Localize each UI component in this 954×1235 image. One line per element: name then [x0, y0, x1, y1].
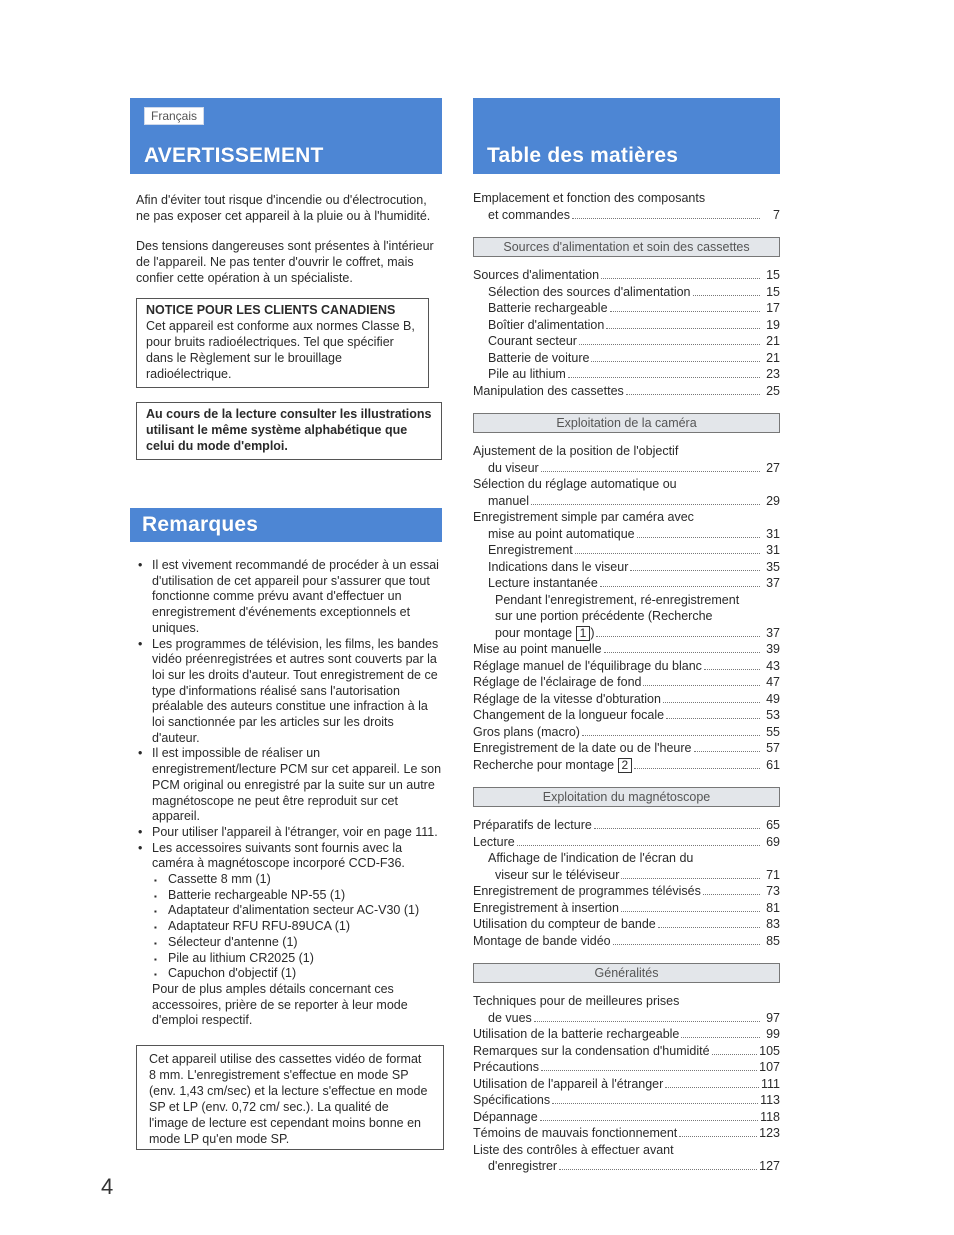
toc-entry-text: Enregistrement [488, 543, 573, 557]
toc-entry-text: Témoins de mauvais fonctionnement [473, 1126, 678, 1140]
alphabetic-system-notice: Au cours de la lecture consulter les illustrations utilisant le même système alphabétique que celui du mode d'emploi. [136, 402, 442, 460]
toc-entry-text: Réglage de la vitesse d'obturation [473, 691, 661, 706]
toc-entry [473, 526, 780, 543]
toc-entry-title [488, 559, 628, 576]
toc-entry-text: Indications dans le viseur [488, 559, 629, 574]
leader-dots [658, 927, 760, 928]
toc-entry-title [473, 724, 580, 741]
toc-page-number: 53 [766, 708, 780, 722]
toc-page-number: 19 [766, 317, 780, 332]
accessory-item: ▪ Adaptateur RFU RFU-89UCA (1) [154, 919, 442, 935]
toc-entry: sur une portion précédente (Recherche [495, 609, 713, 623]
toc-entry [473, 867, 780, 884]
toc-entry-title [473, 900, 619, 917]
toc-page-number: 107 [759, 1060, 780, 1074]
toc-entry [473, 817, 780, 834]
toc-entry [473, 300, 780, 317]
leader-dots [630, 570, 760, 571]
toc-entry-title [473, 757, 632, 774]
remarks-title: Remarques [142, 513, 259, 536]
accessories-intro: Les accessoires suivants sont fournis avec la caméra à magnétoscope incorporé CCD-F36. [152, 840, 405, 871]
toc-entry-text: Préparatifs de lecture [473, 818, 592, 832]
leader-dots [572, 218, 760, 219]
toc-entry-text: mise au point automatique [488, 526, 635, 541]
leader-dots [600, 586, 760, 587]
toc-entry-text: manuel [488, 493, 529, 508]
toc-entry-title [473, 1043, 710, 1060]
toc-entry-text: Batterie de voiture [488, 350, 590, 365]
toc-entry-text: Utilisation de l'appareil à l'étranger [473, 1076, 664, 1091]
toc-entry: Pendant l'enregistrement, ré-enregistrement [495, 592, 740, 607]
toc-entry-text: Utilisation de la batterie rechargeable [473, 1027, 680, 1041]
toc-entry [473, 707, 780, 724]
toc-entry: Ajustement de la position de l'objectif [473, 444, 679, 458]
toc-entry [473, 1125, 780, 1142]
accessory-item: ▪ Adaptateur d'alimentation secteur AC-V30 (1) [154, 903, 442, 919]
toc-page-number: 55 [766, 724, 780, 739]
toc-entry [473, 740, 780, 757]
leader-dots [637, 537, 760, 538]
toc-page-number: 35 [766, 559, 780, 574]
toc-entry [473, 366, 780, 383]
toc-entry-text: pour montage [495, 625, 573, 640]
toc-entry-text: Réglage manuel de l'équilibrage du blanc [473, 658, 702, 673]
toc-page-number: 105 [759, 1043, 780, 1058]
accessory-item: ▪ Batterie rechargeable NP-55 (1) [154, 888, 442, 904]
leader-dots [666, 718, 760, 719]
toc-entry-title [473, 1059, 539, 1076]
toc-entry-title [488, 460, 539, 477]
leader-dots [610, 311, 760, 312]
toc-section-header: Exploitation de la caméra [473, 413, 780, 433]
remarks-banner [130, 508, 442, 542]
toc-entry-text: Précautions [473, 1060, 540, 1074]
leader-dots [596, 636, 760, 637]
toc-entry-title [488, 207, 570, 224]
warning-title: AVERTISSEMENT [144, 144, 324, 167]
leader-dots [568, 377, 760, 378]
toc-entry-text: d'enregistrer [488, 1159, 558, 1173]
toc-page-number: 21 [766, 334, 780, 348]
list-item [138, 841, 442, 1029]
toc-page-number: 69 [766, 834, 780, 849]
toc-entry-text: de vues [488, 1010, 532, 1025]
toc-entry [473, 658, 780, 675]
toc-entry-text: Gros plans (macro) [473, 724, 580, 739]
toc-entry: Techniques pour de meilleures prises [473, 994, 680, 1008]
accessory-item: ▪ Cassette 8 mm (1) [154, 872, 442, 888]
toc-entry-text: Pile au lithium [488, 367, 566, 381]
toc-page-number: 97 [766, 1010, 780, 1025]
leader-dots [601, 278, 760, 279]
leader-dots [613, 944, 760, 945]
leader-dots [679, 1136, 757, 1137]
accessories-list [152, 872, 442, 982]
toc-entry-text: du viseur [488, 460, 539, 475]
toc-entry [473, 333, 780, 350]
toc-entry-title [488, 493, 529, 510]
toc-entry-text: Sélection des sources d'alimentation [488, 284, 691, 299]
toc-page-number: 37 [766, 625, 780, 640]
toc-page-number: 85 [766, 933, 780, 948]
notice-heading: NOTICE POUR LES CLIENTS CANADIENS [146, 303, 396, 317]
leader-dots [540, 1120, 758, 1121]
leader-dots [626, 394, 760, 395]
toc-entry-title [495, 867, 619, 884]
toc-entry [473, 625, 780, 642]
toc-entry [473, 493, 780, 510]
leader-dots [582, 735, 760, 736]
toc-entry-title [488, 300, 608, 317]
leader-dots [694, 751, 761, 752]
toc-entry [473, 1109, 780, 1126]
toc-page-number: 73 [766, 884, 780, 898]
leader-dots [665, 1087, 759, 1088]
toc-entry [473, 1026, 780, 1043]
toc-entry-text: et commandes [488, 207, 570, 222]
toc-entry [473, 575, 780, 592]
toc-page-number: 21 [766, 350, 780, 365]
toc-entry-title [473, 1125, 677, 1142]
toc-entry-title [473, 1109, 538, 1126]
toc-entry [473, 1010, 780, 1027]
list-item: • Il est vivement recommandé de procéder à un essai d'utilisation de cet appareil pour s'assurer que tout fonctionne comme prévu avant d'effectuer un enregistrement d'événements exceptionnels et uniques. [138, 558, 442, 637]
toc-page-number: 15 [766, 268, 780, 282]
leader-dots [712, 1054, 758, 1055]
toc-entry [473, 460, 780, 477]
toc-page-number: 29 [766, 493, 780, 508]
list-item: • Pour utiliser l'appareil à l'étranger, voir en page 111. [138, 825, 442, 841]
toc-entry-title [473, 817, 592, 834]
toc-entry [473, 1092, 780, 1109]
toc-entry-title [473, 674, 641, 691]
leader-dots [604, 652, 760, 653]
warning-paragraph: Des tensions dangereuses sont présentes à l'intérieur de l'appareil. Ne pas tenter d'ouvrir le coffret, mais confier cette opération à un spécialiste. [136, 239, 434, 285]
toc-page-number: 7 [773, 207, 780, 222]
leader-dots [575, 553, 760, 554]
language-tag: Français [144, 107, 204, 125]
toc-entry: Emplacement et fonction des composants [473, 191, 706, 205]
warning-banner [130, 98, 442, 174]
tape-format-notice: Cet appareil utilise des cassettes vidéo de format 8 mm. L'enregistrement s'effectue en mode SP (env. 1,43 cm/sec) et la lecture s'effectue en mode SP et LP (env. 0,72 cm/ sec.). La qualité de l'image de lecture est cependant moins bonne en mode LP qu'en mode SP. [136, 1045, 444, 1150]
list-item: • Les programmes de télévision, les films, les bandes vidéo préenregistrées et autres sont couverts par la loi sur les droits d'auteur. Tout enregistrement de ce type d'informations réalisé sans l'autorisation préalable des auteurs constitue une infraction à la loi sanctionnée par les articles sur les droits d'auteur. [138, 637, 442, 747]
toc-section-header: Sources d'alimentation et soin des cassettes [473, 237, 780, 257]
leader-dots [531, 504, 760, 505]
toc-entry: Enregistrement simple par caméra avec [473, 510, 694, 524]
toc-entry-text: viseur sur le téléviseur [495, 867, 620, 882]
toc-entry-title [473, 1092, 550, 1109]
leader-dots [606, 328, 760, 329]
leader-dots [534, 1021, 760, 1022]
toc-entry [473, 350, 780, 367]
toc-entry-suffix: ) [590, 625, 595, 640]
leader-dots [594, 828, 760, 829]
toc-section-header: Généralités [473, 963, 780, 983]
toc-entry-text: Courant secteur [488, 334, 577, 348]
accessory-item: ▪ Sélecteur d'antenne (1) [154, 935, 442, 951]
toc-entry-title [473, 834, 515, 851]
toc-entry [473, 317, 780, 334]
toc-entry-title [488, 1158, 557, 1175]
toc-page-number: 111 [760, 1076, 780, 1091]
toc-entry-title [488, 542, 573, 559]
toc-entry-title [473, 641, 602, 658]
toc-entry [473, 1158, 780, 1175]
toc-entry [473, 284, 780, 301]
leader-dots [621, 911, 760, 912]
toc-entry [473, 267, 780, 284]
leader-dots [541, 471, 760, 472]
leader-dots [693, 295, 760, 296]
toc-page-number: 47 [766, 675, 780, 689]
table-of-contents [473, 190, 780, 1175]
toc-entry: Affichage de l'indication de l'écran du [488, 851, 694, 865]
toc-page-number: 43 [766, 658, 780, 673]
toc-entry-text: Enregistrement de la date ou de l'heure [473, 741, 692, 755]
boxed-number: 2 [618, 758, 633, 773]
toc-page-number: 31 [766, 543, 780, 557]
leader-dots [681, 1037, 760, 1038]
leader-dots [663, 702, 760, 703]
leader-dots [579, 344, 760, 345]
toc-entry-title [473, 658, 702, 675]
toc-entry [473, 691, 780, 708]
toc-entry-text: Changement de la longueur focale [473, 708, 665, 722]
toc-entry-title [495, 625, 594, 642]
toc-page-number: 83 [766, 917, 780, 931]
toc-entry-text: Enregistrement de programmes télévisés [473, 884, 701, 898]
toc-page-number: 113 [760, 1093, 780, 1107]
toc-entry [473, 641, 780, 658]
leader-dots [541, 1070, 757, 1071]
toc-entry [473, 900, 780, 917]
toc-entry [473, 1059, 780, 1076]
toc-entry-text: Lecture [473, 834, 515, 849]
page-number: 4 [101, 1174, 114, 1199]
toc-entry-title [473, 267, 599, 284]
toc-page-number: 23 [766, 367, 780, 381]
toc-entry [473, 916, 780, 933]
toc-entry-title [488, 333, 577, 350]
toc-entry-text: Recherche pour montage [473, 757, 615, 772]
toc-entry-text: Sources d'alimentation [473, 268, 600, 282]
leader-dots [591, 361, 760, 362]
right-column [473, 98, 780, 1175]
toc-page-number: 27 [766, 460, 780, 475]
toc-entry-text: Mise au point manuelle [473, 642, 602, 656]
leader-dots [703, 894, 760, 895]
toc-page-number: 127 [759, 1159, 780, 1173]
toc-section-header: Exploitation du magnétoscope [473, 787, 780, 807]
toc-page-number: 61 [766, 757, 780, 772]
toc-entry [473, 724, 780, 741]
toc-banner [473, 98, 780, 174]
toc-entry [473, 383, 780, 400]
leader-dots [643, 685, 760, 686]
toc-entry [473, 883, 780, 900]
toc-entry-title [488, 317, 604, 334]
toc-page-number: 118 [760, 1109, 780, 1124]
toc-page-number: 81 [766, 900, 780, 915]
warning-paragraph: Afin d'éviter tout risque d'incendie ou d'électrocution, ne pas exposer cet appareil à la pluie ou à l'humidité. [136, 193, 431, 223]
toc-entry-text: Spécifications [473, 1093, 551, 1107]
remarks-list [130, 558, 442, 1029]
toc-entry [473, 834, 780, 851]
toc-entry [473, 757, 780, 774]
toc-page-number: 37 [766, 576, 780, 590]
notice-text: Cet appareil est conforme aux normes Classe B, pour bruits radioélectriques. Tel que spécifier dans le Règlement sur le brouillage radioélectrique. [146, 319, 415, 381]
toc-page-number: 49 [766, 691, 780, 706]
toc-entry [473, 1043, 780, 1060]
toc-entry-text: Manipulation des cassettes [473, 383, 624, 398]
toc-title: Table des matières [487, 144, 679, 167]
canadian-notice-box [136, 298, 429, 388]
toc-entry-title [473, 1076, 663, 1093]
toc-entry-title [488, 526, 635, 543]
toc-page-number: 65 [766, 818, 780, 832]
toc-entry [473, 207, 780, 224]
toc-entry-title [473, 883, 701, 900]
toc-page-number: 123 [759, 1126, 780, 1140]
toc-page-number: 17 [766, 301, 780, 315]
toc-entry [473, 1076, 780, 1093]
leader-dots [634, 768, 760, 769]
toc-entry-text: Lecture instantanée [488, 576, 598, 590]
toc-entry-title [488, 350, 589, 367]
toc-page-number: 57 [766, 741, 780, 755]
leader-dots [517, 845, 760, 846]
toc-entry [473, 559, 780, 576]
toc-page-number: 31 [766, 526, 780, 541]
leader-dots [704, 669, 760, 670]
toc-page-number: 39 [766, 642, 780, 656]
toc-entry-title [488, 284, 691, 301]
toc-entry-title [473, 740, 692, 757]
accessory-item: ▪ Pile au lithium CR2025 (1) [154, 951, 442, 967]
toc-entry [473, 542, 780, 559]
toc-page-number: 15 [766, 284, 780, 299]
toc-entry-text: Boîtier d'alimentation [488, 317, 605, 332]
toc-entry-text: Batterie rechargeable [488, 301, 608, 315]
toc-entry: Liste des contrôles à effectuer avant [473, 1142, 674, 1157]
toc-entry-title [473, 383, 624, 400]
toc-page-number: 99 [766, 1027, 780, 1041]
toc-entry-text: Utilisation du compteur de bande [473, 917, 656, 931]
toc-page-number: 71 [766, 867, 780, 882]
toc-entry-text: Réglage de l'éclairage de fond [473, 675, 642, 689]
left-column [130, 98, 442, 1150]
toc-entry-text: Enregistrement à insertion [473, 900, 619, 915]
toc-entry-title [473, 707, 664, 724]
toc-entry-title [488, 575, 598, 592]
accessories-outro: Pour de plus amples détails concernant ces accessoires, prière de se reporter à leur mode d'emploi respectif. [152, 981, 408, 1028]
toc-entry-text: Remarques sur la condensation d'humidité [473, 1043, 710, 1058]
toc-entry [473, 933, 780, 950]
toc-entry-title [488, 366, 566, 383]
toc-page-number: 25 [766, 383, 780, 398]
toc-entry [473, 674, 780, 691]
accessory-item: ▪ Capuchon d'objectif (1) [154, 966, 442, 982]
toc-entry: Sélection du réglage automatique ou [473, 477, 677, 491]
toc-entry-title [473, 1026, 679, 1043]
toc-entry-title [473, 916, 656, 933]
toc-entry-text: Montage de bande vidéo [473, 933, 611, 948]
leader-dots [552, 1103, 758, 1104]
toc-entry-title [473, 691, 661, 708]
leader-dots [621, 878, 760, 879]
boxed-number: 1 [576, 626, 591, 641]
list-item: • Il est impossible de réaliser un enregistrement/lecture PCM sur cet appareil. Le son PCM original ou enregistré par la suite sur un autre magnétoscope ne peut être reproduit sur cet appareil. [138, 746, 442, 825]
leader-dots [559, 1169, 757, 1170]
toc-entry-text: Dépannage [473, 1109, 538, 1124]
toc-entry-title [473, 933, 611, 950]
toc-entry-title [488, 1010, 532, 1027]
